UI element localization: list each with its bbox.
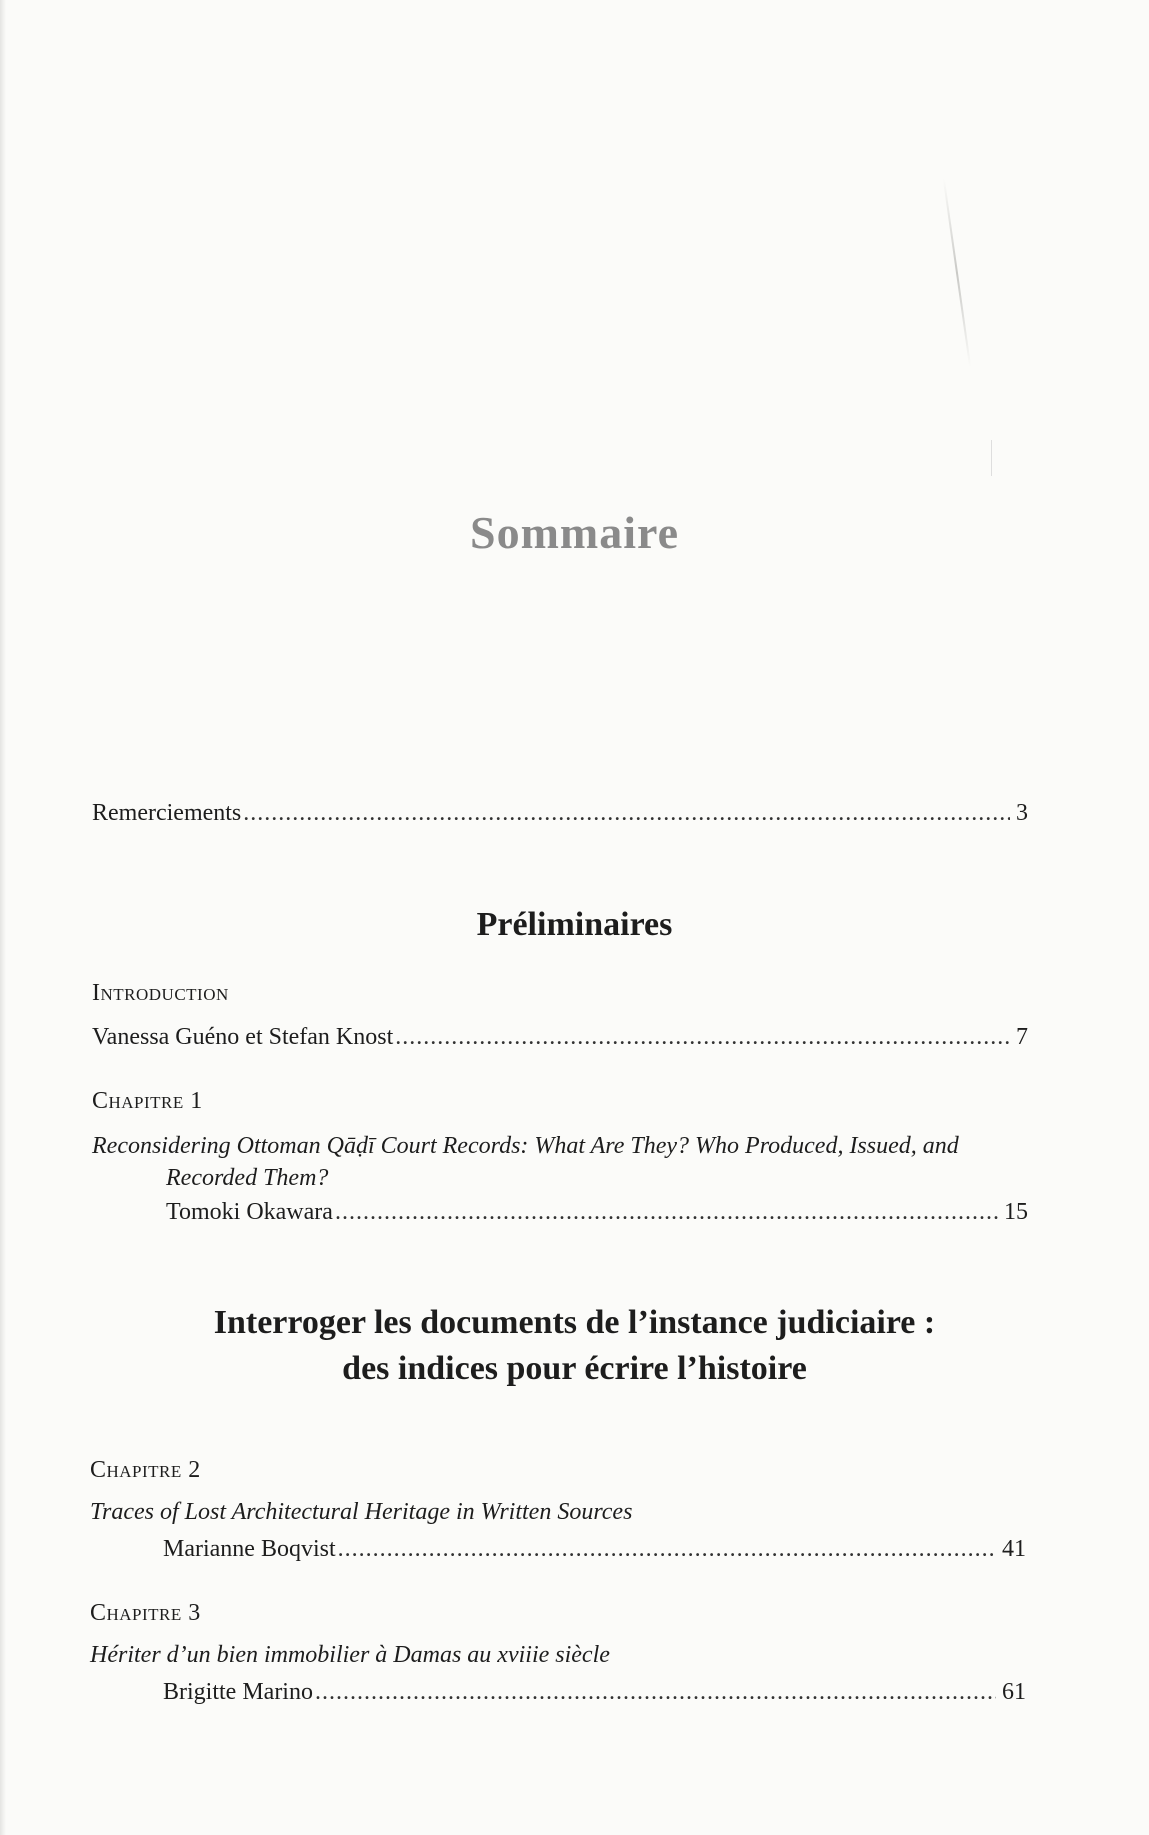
leader-dots — [243, 800, 1010, 827]
section-heading-preliminaires: Préliminaires — [476, 906, 673, 943]
toc-page-number: 41 — [1002, 1536, 1026, 1562]
toc-entry-remerciements[interactable] — [92, 800, 1028, 827]
paper-scratch-mark — [991, 440, 992, 476]
section-heading-interroger — [0, 1300, 1149, 1392]
toc-page-number: 3 — [1016, 800, 1028, 826]
leader-dots — [335, 1199, 998, 1226]
toc-page-number: 61 — [1002, 1679, 1026, 1705]
toc-page-number: 7 — [1016, 1024, 1028, 1050]
leader-dots — [315, 1679, 996, 1706]
toc-entry-authors: Vanessa Guéno et Stefan Knost — [92, 1024, 394, 1050]
toc-entry-author: Tomoki Okawara — [166, 1199, 333, 1225]
toc-entry-chapter-2[interactable] — [163, 1536, 1026, 1563]
toc-entry-chapter-1[interactable] — [166, 1199, 1028, 1226]
page-title: Sommaire — [469, 507, 679, 558]
section-heading-line: des indices pour écrire l’histoire — [342, 1350, 807, 1387]
chapter-title-line: Reconsidering Ottoman Qāḍī Court Records: What Are They? Who Produced, Issued, and — [92, 1133, 959, 1159]
chapter-title: Hériter d’un bien immobilier à Damas au xviiie siècle — [90, 1642, 610, 1668]
toc-entry-author: Marianne Boqvist — [163, 1536, 336, 1562]
toc-entry-author: Brigitte Marino — [163, 1679, 313, 1705]
chapter-title — [92, 1130, 1032, 1194]
toc-entry-chapter-3[interactable] — [163, 1679, 1026, 1706]
toc-entry-introduction[interactable] — [92, 1024, 1028, 1051]
chapter-kicker: Chapitre 1 — [92, 1088, 203, 1114]
leader-dots — [395, 1024, 1010, 1051]
chapter-kicker: Chapitre 3 — [90, 1600, 201, 1626]
chapter-title: Traces of Lost Architectural Heritage in Written Sources — [90, 1499, 633, 1525]
section-heading-line: Interroger les documents de l’instance judiciaire : — [213, 1304, 936, 1341]
toc-entry-label: Remerciements — [92, 800, 242, 826]
chapter-kicker: Introduction — [92, 980, 229, 1006]
chapter-title-line: Recorded Them? — [166, 1165, 329, 1191]
toc-page-number: 15 — [1004, 1199, 1028, 1225]
leader-dots — [338, 1536, 996, 1563]
paper-scratch-mark — [943, 179, 971, 367]
chapter-kicker: Chapitre 2 — [90, 1457, 201, 1483]
